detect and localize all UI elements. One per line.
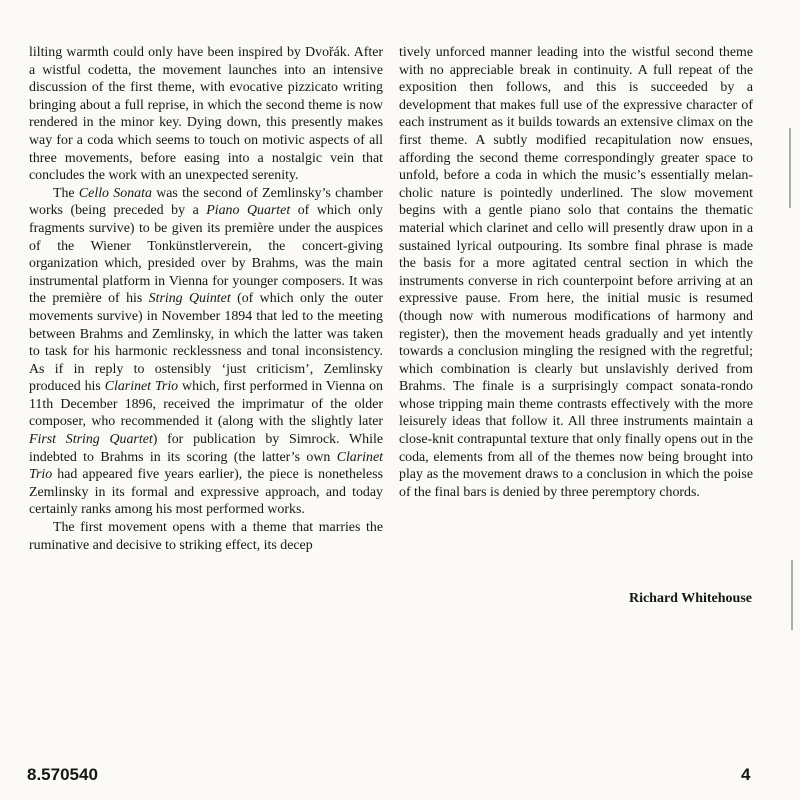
page-edge-mark xyxy=(789,128,791,208)
left-text-column xyxy=(29,44,383,554)
author-signature: Richard Whitehouse xyxy=(628,591,752,606)
work-title: Piano Quartet xyxy=(206,203,291,219)
page-number: 4 xyxy=(741,765,751,784)
work-title: Cello Sonata xyxy=(78,185,152,201)
paragraph-cello-sonata xyxy=(29,185,383,519)
paragraph-dvorak-continuation: lilting warmth could only have been inspired by Dvořák. After a wistful codetta, the movement launches into an intensive discussion of the first theme, with evocative pizzicato writing bringing about a full reprise, in which the second theme is now rendered in the minor key. Dying down, this presently makes way for a coda which seems to touch on motivic aspects of all three movements, before easing into a nostalgic vein that concludes the work with an unexpected serenity. xyxy=(29,45,383,184)
text-run: which, first performed in Vienna on 11th December 1896, received the imprimatur of the older composer, who recommended it (along with the slightly later xyxy=(29,379,383,430)
text-run: ) for publication by Simrock. While indebted to Brahms in its scoring (the latter’s own xyxy=(29,432,383,465)
page-edge-mark xyxy=(791,560,793,630)
text-run: was the second of Zemlinsky’s chamber works (being preceded by a xyxy=(29,185,383,219)
paragraph-first-movement: The first movement opens with a theme that marries the ruminative and decisive to striking effect, its decep xyxy=(29,520,383,553)
text-run: had appeared five years earlier), the piece is nonetheless Zemlinsky in its formal and expressive approach, and today certainly ranks among his most performed works. xyxy=(29,467,383,518)
work-title: String Quintet xyxy=(148,291,231,307)
right-text-column xyxy=(399,44,753,501)
text-run: The xyxy=(53,185,79,201)
text-run: (of which only the outer movements survive) in November 1894 that led to the meeting between Brahms and Zemlinsky, in which the latter was taken to task for his harmonic recklessness and tonal inconsistency. As if in reply to ostensibly ‘just criticism’, Zemlinsky produced his xyxy=(29,291,383,395)
paragraph-trio-analysis: tively unforced manner leading into the wistful second theme with no appreciable break in continuity. A full repeat of the exposition then follows, and this is succeeded by a development that makes full use of the expressive character of each instrument as it builds towards an extensive climax on the first theme. A subtly modified recapitulation now ensues, affording the second theme correspondingly greater space to unfold, before a coda in which the music’s essentially melancholic nature is pointedly underlined. The slow movement begins with a gentle piano solo that contains the thematic material which clarinet and cello will presently draw upon in a sustained lyrical outpouring. Its sombre final phrase is made the basis for a more agitated central section in which the instruments converse in rich counterpoint before arriving at an expressive pause. From here, the initial music is resumed (though now with numerous modifications of harmony and register), then the movement heads gradually and yet intently towards a conclusion mingling the resigned with the regretful; which combination is clearly but unslavishly derived from Brahms. The finale is a surprisingly compact sonata-rondo whose tripping main theme contrasts effectively with the more leisurely ideas that follow it. All three instruments maintain a close-knit contrapuntal texture that only finally opens out in the coda, elements from all of the themes now being brought into play as the movement draws to a conclusion in which the poise of the final bars is denied by three peremptory chords. xyxy=(399,45,753,500)
text-run: of which only fragments survive) to be given its première under the auspices of the Wiener Tonkünstlerverein, the concert-giving organization which, presided over by Brahms, was the main instrumental platform in Vienna for younger composers. It was the première of his xyxy=(29,203,383,307)
work-title: Clarinet Trio xyxy=(29,449,383,483)
catalogue-number: 8.570540 xyxy=(27,765,98,784)
work-title: Clarinet Trio xyxy=(104,379,179,395)
work-title: First String Quartet xyxy=(29,432,153,448)
